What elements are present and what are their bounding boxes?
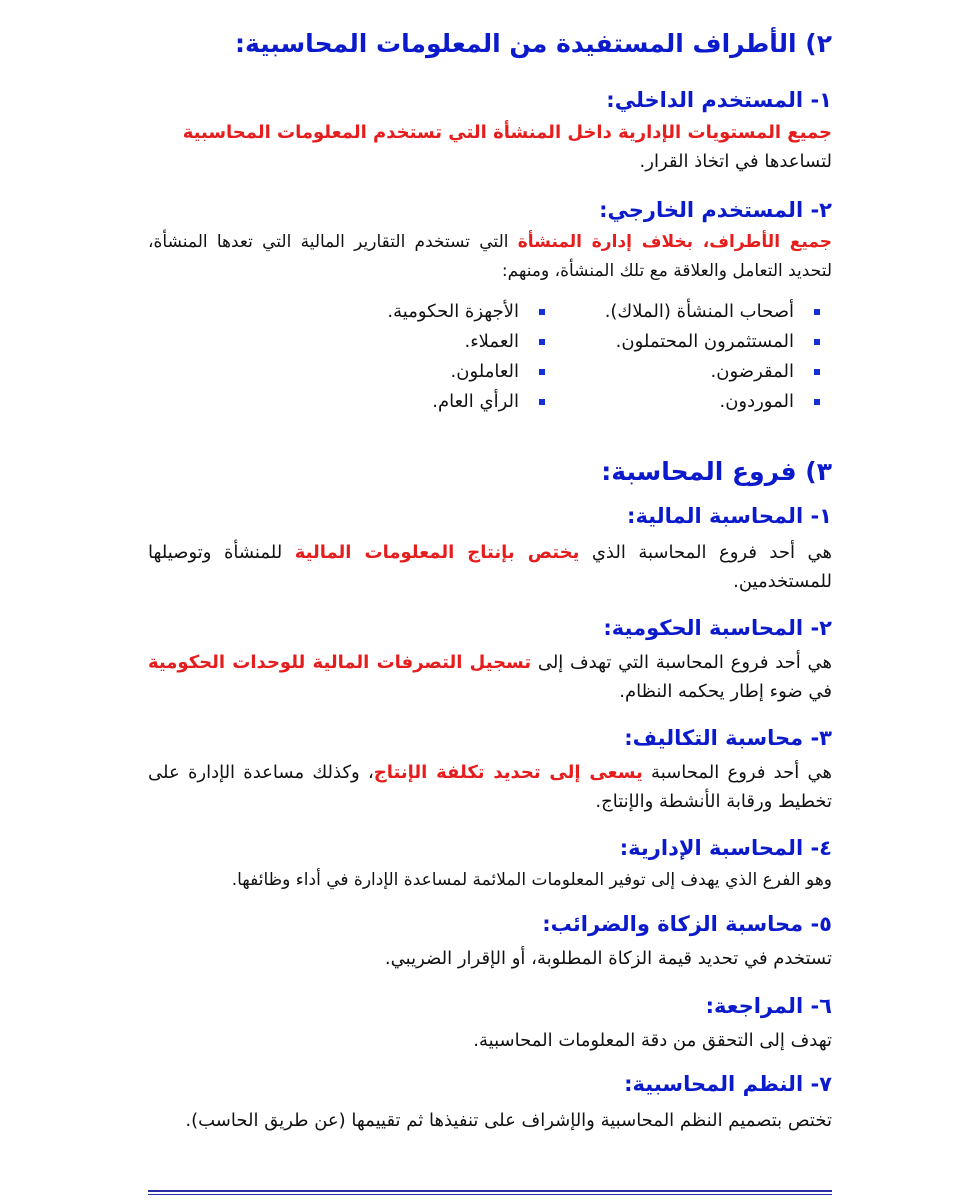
cost-paragraph <box>148 758 832 816</box>
cost-heading-text: ٣- محاسبة التكاليف: <box>624 726 832 750</box>
external-user-paragraph <box>148 228 832 286</box>
internal-user-paragraph <box>148 118 832 176</box>
square-bullet-icon <box>814 399 820 405</box>
financial-post: للمنشأة وتوصيلها للمستخدمين. <box>148 542 832 592</box>
cost-highlight: يسعى إلى تحديد تكلفة الإنتاج <box>373 762 643 783</box>
financial-heading-text: ١- المحاسبة المالية: <box>627 504 832 528</box>
internal-user-heading-text: ١- المستخدم الداخلي: <box>606 88 832 112</box>
systems-paragraph <box>148 1106 832 1135</box>
financial-heading <box>148 502 832 530</box>
managerial-text: وهو الفرع الذي يهدف إلى توفير المعلومات الملائمة لمساعدة الإدارة في أداء وظائفها. <box>231 870 832 890</box>
section-3-title <box>148 456 832 488</box>
list-item <box>545 387 820 417</box>
governmental-heading-text: ٢- المحاسبة الحكومية: <box>603 616 832 640</box>
governmental-highlight: تسجيل التصرفات المالية للوحدات الحكومية <box>148 652 532 673</box>
square-bullet-icon <box>539 309 545 315</box>
zakat-heading-text: ٥- محاسبة الزكاة والضرائب: <box>542 912 832 936</box>
cost-heading <box>148 724 832 752</box>
list-item <box>270 357 545 387</box>
external-user-heading-text: ٢- المستخدم الخارجي: <box>599 198 832 222</box>
systems-heading <box>148 1070 832 1098</box>
list-item <box>270 387 545 417</box>
list-item-text: العملاء. <box>464 331 519 352</box>
zakat-paragraph <box>148 944 832 973</box>
footer-rule-thin <box>148 1194 832 1195</box>
managerial-paragraph <box>148 866 832 895</box>
list-item-text: الرأي العام. <box>432 391 519 412</box>
financial-paragraph <box>148 538 832 596</box>
list-item-text: المقرضون. <box>710 361 794 382</box>
audit-heading <box>148 992 832 1020</box>
audit-text: تهدف إلى التحقق من دقة المعلومات المحاسبية. <box>473 1030 832 1051</box>
governmental-post: في ضوء إطار يحكمه النظام. <box>619 681 832 702</box>
square-bullet-icon <box>539 399 545 405</box>
governmental-paragraph <box>148 648 832 706</box>
audit-paragraph <box>148 1026 832 1055</box>
zakat-text: تستخدم في تحديد قيمة الزكاة المطلوبة، أو الإقرار الضريبي. <box>384 948 832 969</box>
governmental-pre: هي أحد فروع المحاسبة التي تهدف إلى <box>531 652 832 673</box>
systems-heading-text: ٧- النظم المحاسبية: <box>624 1072 832 1096</box>
list-item <box>270 297 545 327</box>
external-user-highlight: جميع الأطراف، بخلاف إدارة المنشأة <box>517 232 832 252</box>
internal-user-heading <box>148 86 832 114</box>
internal-user-rest: لتساعدها في اتخاذ القرار. <box>639 151 832 172</box>
external-user-heading <box>148 196 832 224</box>
section-2-title-text: ٢) الأطراف المستفيدة من المعلومات المحاسبية: <box>235 29 832 58</box>
managerial-heading-text: ٤- المحاسبة الإدارية: <box>619 836 832 860</box>
governmental-heading <box>148 614 832 642</box>
square-bullet-icon <box>539 369 545 375</box>
list-item <box>545 327 820 357</box>
list-item-text: المستثمرون المحتملون. <box>615 331 794 352</box>
section-3-title-text: ٣) فروع المحاسبة: <box>601 457 832 486</box>
square-bullet-icon <box>814 339 820 345</box>
square-bullet-icon <box>814 369 820 375</box>
financial-pre: هي أحد فروع المحاسبة الذي <box>579 542 832 563</box>
cost-post: ، وكذلك مساعدة الإدارة على تخطيط ورقابة الأنشطة والإنتاج. <box>148 762 832 812</box>
square-bullet-icon <box>539 339 545 345</box>
audit-heading-text: ٦- المراجعة: <box>705 994 832 1018</box>
list-item-text: العاملون. <box>450 361 519 382</box>
list-item <box>545 297 820 327</box>
external-user-rest: التي تستخدم التقارير المالية التي تعدها المنشأة، لتحديد التعامل والعلاقة مع تلك المنشأة، ومنهم: <box>148 232 832 281</box>
systems-text: تختص بتصميم النظم المحاسبية والإشراف على تنفيذها ثم تقييمها (عن طريق الحاسب). <box>185 1110 832 1131</box>
list-item <box>270 327 545 357</box>
list-item-text: الأجهزة الحكومية. <box>387 301 519 322</box>
external-users-list <box>270 297 820 419</box>
zakat-heading <box>148 910 832 938</box>
list-item-text: الموردون. <box>719 391 794 412</box>
square-bullet-icon <box>814 309 820 315</box>
managerial-heading <box>148 834 832 862</box>
list-item-text: أصحاب المنشأة (الملاك). <box>604 301 794 322</box>
footer-rule <box>148 1190 832 1192</box>
cost-pre: هي أحد فروع المحاسبة <box>642 762 832 783</box>
internal-user-highlight: جميع المستويات الإدارية داخل المنشأة التي تستخدم المعلومات المحاسبية <box>182 122 832 143</box>
section-2-title <box>148 28 832 60</box>
list-item <box>545 357 820 387</box>
financial-highlight: يختص بإنتاج المعلومات المالية <box>294 542 580 563</box>
